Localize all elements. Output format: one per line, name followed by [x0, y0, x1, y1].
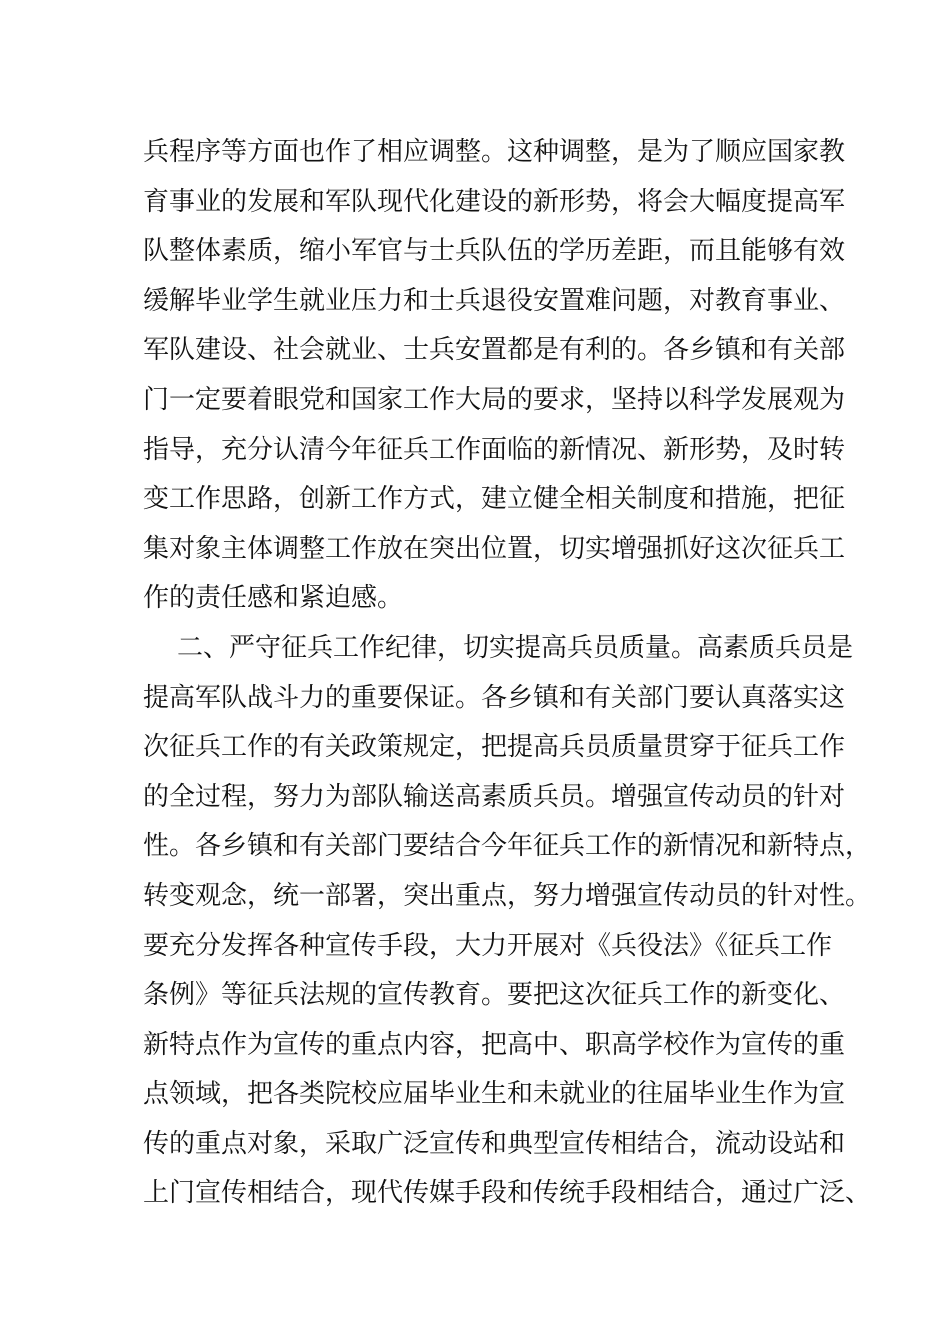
- text-line: 点领域，把各类院校应届毕业生和未就业的往届毕业生作为宣: [143, 1079, 846, 1110]
- text-line: 指导，充分认清今年征兵工作面临的新情况、新形势，及时转: [143, 434, 846, 465]
- text-line: 转变观念，统一部署，突出重点，努力增强宣传动员的针对性。: [143, 880, 872, 911]
- text-line: 要充分发挥各种宣传手段，大力开展对《兵役法》《征兵工作: [143, 930, 833, 961]
- text-line: 上门宣传相结合，现代传媒手段和传统手段相结合，通过广泛、: [143, 1178, 872, 1209]
- text-line: 条例》等征兵法规的宣传教育。要把这次征兵工作的新变化、: [143, 980, 846, 1011]
- text-line: 性。各乡镇和有关部门要结合今年征兵工作的新情况和新特点，: [143, 831, 872, 862]
- section-heading-line: 二、严守征兵工作纪律，切实提高兵员质量。高素质兵员是: [177, 632, 854, 663]
- text-line: 新特点作为宣传的重点内容，把高中、职高学校作为宣传的重: [143, 1029, 846, 1060]
- text-line: 传的重点对象，采取广泛宣传和典型宣传相结合，流动设站和: [143, 1128, 846, 1159]
- body-text: [143, 128, 872, 1219]
- text-line: 提高军队战斗力的重要保证。各乡镇和有关部门要认真落实这: [143, 682, 846, 713]
- text-line: 作的责任感和紧迫感。: [143, 583, 404, 614]
- text-line: 的全过程，努力为部队输送高素质兵员。增强宣传动员的针对: [143, 781, 846, 812]
- text-line: 集对象主体调整工作放在突出位置，切实增强抓好这次征兵工: [143, 533, 846, 564]
- text-line: 次征兵工作的有关政策规定，把提高兵员质量贯穿于征兵工作: [143, 732, 846, 763]
- text-line: 变工作思路，创新工作方式，建立健全相关制度和措施，把征: [143, 484, 846, 515]
- text-line: 育事业的发展和军队现代化建设的新形势，将会大幅度提高军: [143, 186, 846, 217]
- text-line: 军队建设、社会就业、士兵安置都是有利的。各乡镇和有关部: [143, 335, 846, 366]
- text-line: 兵程序等方面也作了相应调整。这种调整，是为了顺应国家教: [143, 137, 846, 167]
- text-line: 队整体素质，缩小军官与士兵队伍的学历差距，而且能够有效: [143, 236, 846, 267]
- text-line: 缓解毕业学生就业压力和士兵退役安置难问题，对教育事业、: [143, 285, 846, 316]
- text-line: 门一定要着眼党和国家工作大局的要求，坚持以科学发展观为: [143, 384, 846, 415]
